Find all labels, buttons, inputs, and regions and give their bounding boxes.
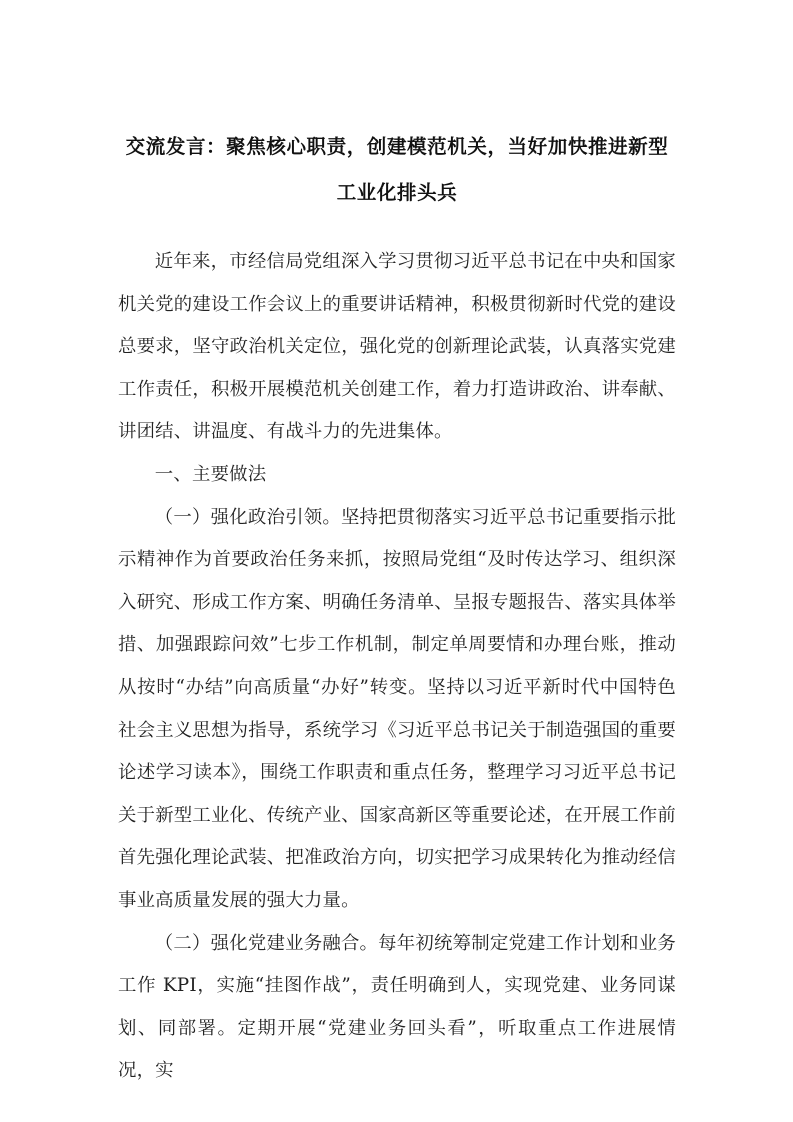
paragraph-political-guidance: （一）强化政治引领。坚持把贯彻落实习近平总书记重要指示批示精神作为首要政治任务来抓，按照局党组“及时传达学习、组织深入研究、形成工作方案、明确任务清单、呈报专题报告、落实具体举措、加强跟踪问效”七步工作机制，制定单周要情和办理台账，推动从按时“办结”向高质量“办好”转变。坚持以习近平新时代中国特色社会主义思想为指导，系统学习《习近平总书记关于制造强国的重要论述学习读本》，围绕工作职责和重点任务，整理学习习近平总书记关于新型工业化、传统产业、国家高新区等重要论述，在开展工作前首先强化理论武装、把准政治方向，切实把学习成果转化为推动经信事业高质量发展的强大力量。 — [118, 506, 676, 911]
document-body — [118, 241, 676, 1093]
paragraph-party-business-integration: （二）强化党建业务融合。每年初统筹制定党建工作计划和业务工作 KPI，实施“挂图作战”，责任明确到人，实现党建、业务同谋划、同部署。定期开展“党建业务回头看”，听取重点工作进展情况，实 — [118, 932, 676, 1082]
document-title: 交流发言：聚焦核心职责，创建模范机关，当好加快推进新型工业化排头兵 — [125, 135, 669, 204]
paragraph-intro: 近年来，市经信局党组深入学习贯彻习近平总书记在中央和国家机关党的建设工作会议上的重要讲话精神，积极贯彻新时代党的建设总要求，坚守政治机关定位，强化党的创新理论武装，认真落实党建工作责任，积极开展模范机关创建工作，着力打造讲政治、讲奉献、讲团结、讲温度、有战斗力的先进集体。 — [118, 251, 676, 443]
section-heading-main-practices: 一、主要做法 — [154, 463, 267, 485]
